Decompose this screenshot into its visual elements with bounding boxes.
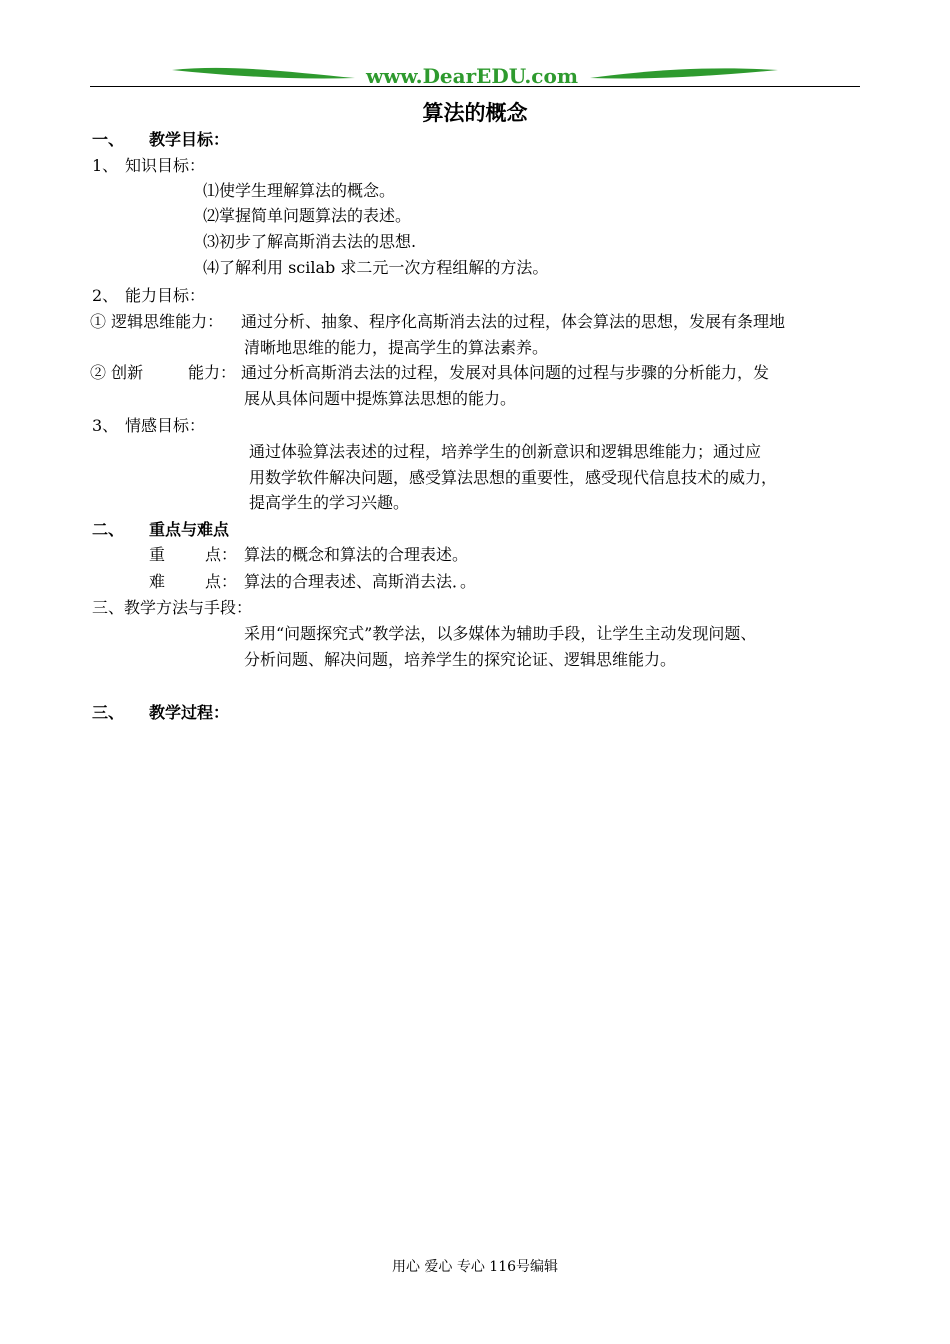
emotion-line-1: 通过体验算法表述的过程，培养学生的创新意识和逻辑思维能力；通过应 [249, 442, 762, 461]
ability-number: 2、 [92, 286, 119, 305]
header-logo [170, 62, 780, 88]
logic-ability-label: ① 逻辑思维能力： [90, 312, 224, 331]
logo-swoosh-right [590, 68, 778, 78]
key-point-text: 算法的概念和算法的合理表述。 [244, 545, 469, 564]
header-rule [90, 86, 860, 87]
page-title: 算法的概念 [422, 101, 528, 125]
section-4-number: 三、 [92, 703, 125, 722]
innovation-ability-label-b: 能力： [188, 363, 237, 382]
knowledge-item-4: ⑷了解利用 scilab 求二元一次方程组解的方法。 [203, 258, 549, 277]
difficult-point-label-b: 点： [205, 572, 238, 591]
logic-ability-line-1: 通过分析、抽象、程序化高斯消去法的过程，体会算法的思想，发展有条理地 [241, 312, 786, 331]
ability-heading: 能力目标： [125, 286, 206, 305]
innovation-ability-line-1: 通过分析高斯消去法的过程，发展对具体问题的过程与步骤的分析能力，发 [241, 363, 770, 382]
difficult-point-label-a: 难 [149, 572, 166, 591]
section-1-number: 一、 [92, 130, 125, 149]
logo-swoosh-left [172, 68, 355, 79]
emotion-number: 3、 [92, 416, 119, 435]
emotion-heading: 情感目标： [125, 416, 206, 435]
knowledge-heading: 知识目标： [125, 156, 206, 175]
innovation-ability-label-a: ② 创新 [90, 363, 144, 382]
knowledge-item-1: ⑴使学生理解算法的概念。 [203, 181, 396, 200]
key-point-label-a: 重 [149, 545, 166, 564]
section-2-heading: 重点与难点 [149, 520, 230, 539]
difficult-point-text: 算法的合理表述、高斯消去法．。 [244, 572, 477, 591]
key-point-label-b: 点： [205, 545, 238, 564]
knowledge-item-3: ⑶初步了解高斯消去法的思想. [203, 232, 417, 251]
innovation-ability-line-2: 展从具体问题中提炼算法思想的能力。 [244, 389, 517, 408]
section-4-heading: 教学过程： [149, 703, 230, 722]
emotion-line-3: 提高学生的学习兴趣。 [249, 493, 410, 512]
page-footer: 用心 爱心 专心 116号编辑 [391, 1259, 559, 1275]
method-line-1: 采用“问题探究式”教学法，以多媒体为辅助手段，让学生主动发现问题、 [244, 624, 757, 643]
emotion-line-2: 用数学软件解决问题，感受算法思想的重要性，感受现代信息技术的威力， [249, 468, 778, 487]
section-1-heading: 教学目标： [149, 130, 230, 149]
section-3-heading: 三、教学方法与手段： [92, 598, 253, 617]
knowledge-number: 1、 [92, 156, 119, 175]
section-2-number: 二、 [92, 520, 125, 539]
method-line-2: 分析问题、解决问题，培养学生的探究论证、逻辑思维能力。 [244, 650, 677, 669]
knowledge-item-2: ⑵掌握简单问题算法的表述。 [203, 206, 412, 225]
logic-ability-line-2: 清晰地思维的能力，提高学生的算法素养。 [244, 338, 549, 357]
logo-text: www.DearEDU.com [365, 64, 579, 88]
